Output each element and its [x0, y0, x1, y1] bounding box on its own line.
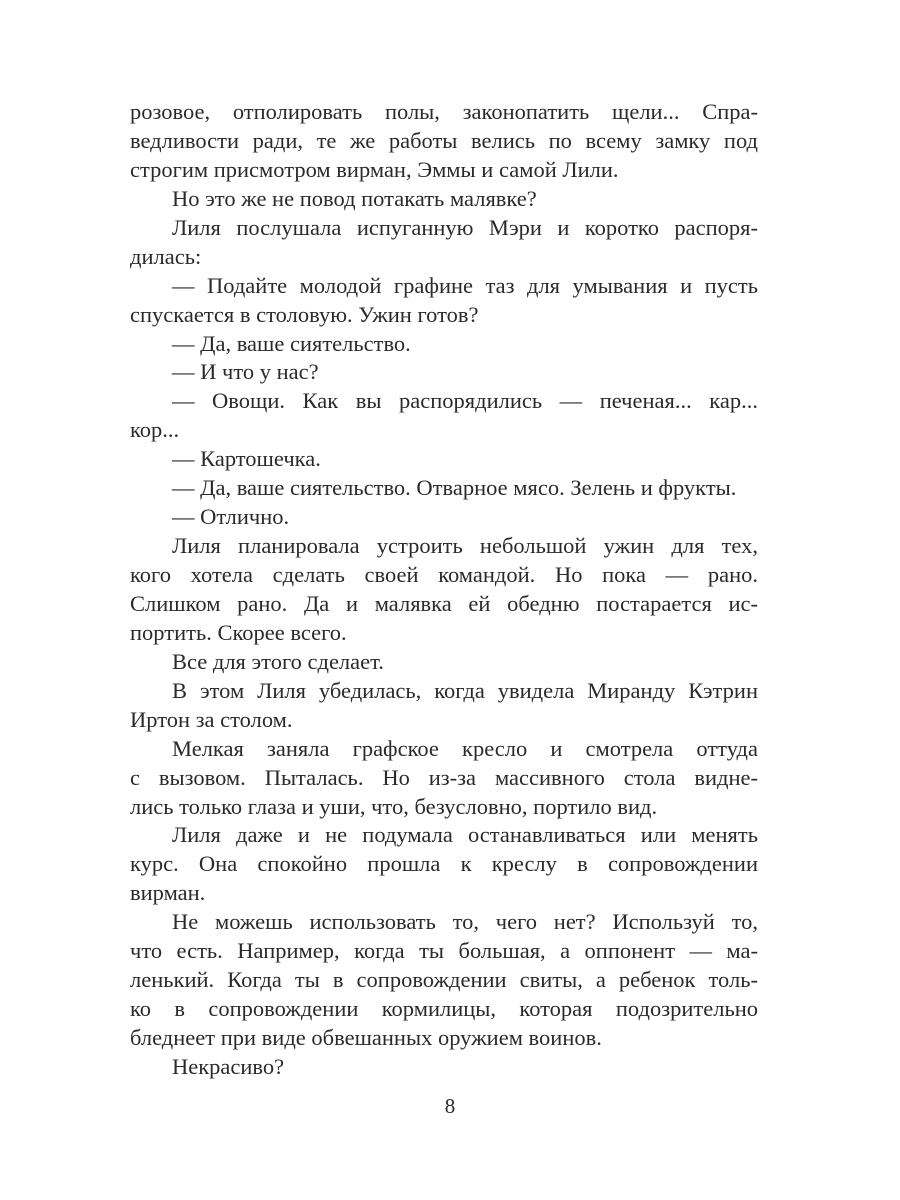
text-line: В этом Лиля убедилась, когда увидела Миранду Кэтрин	[172, 677, 758, 703]
text-line: ко в сопровождении кормилицы, которая подозрительно	[130, 996, 758, 1022]
text-line: Лиля планировала устроить небольшой ужин для тех,	[172, 533, 758, 559]
text-line: Некрасиво?	[172, 1053, 285, 1079]
text-line: курс. Она спокойно прошла к креслу в сопровождении	[130, 851, 758, 877]
text-line: кор...	[130, 417, 180, 443]
text-line: ленький. Когда ты в сопровождении свиты, а ребенок толь-	[130, 967, 758, 993]
text-line: Все для этого сделает.	[172, 648, 384, 674]
text-line: — Овощи. Как вы распорядились — печеная... кар...	[172, 388, 758, 414]
text-line: спускается в столовую. Ужин готов?	[130, 301, 479, 327]
text-line: — И что у нас?	[172, 359, 319, 385]
text-line: Мелкая заняла графское кресло и смотрела оттуда	[172, 735, 758, 761]
text-line: — Картошечка.	[172, 446, 321, 472]
page-body-text	[130, 98, 758, 1082]
page-number: 8	[444, 1094, 456, 1118]
text-line: ведливости ради, те же работы велись по всему замку под	[130, 127, 758, 153]
text-line: вирман.	[130, 880, 206, 906]
text-line: лись только глаза и уши, что, безусловно, портило вид.	[130, 793, 658, 819]
text-line: — Да, ваше сиятельство. Отварное мясо. Зелень и фрукты.	[172, 475, 737, 501]
text-line: строгим присмотром вирман, Эммы и самой Лили.	[130, 156, 619, 182]
text-line: дилась:	[130, 243, 202, 269]
text-line: — Подайте молодой графине таз для умывания и пусть	[172, 272, 758, 298]
text-line: бледнеет при виде обвешанных оружием воинов.	[130, 1025, 602, 1050]
text-line: Но это же не повод потакать малявке?	[172, 185, 537, 211]
text-line: — Да, ваше сиятельство.	[172, 330, 411, 356]
text-line: Лиля послушала испуганную Мэри и коротко распоря-	[172, 214, 758, 240]
text-line: Не можешь использовать то, чего нет? Используй то,	[172, 909, 758, 935]
text-line: портить. Скорее всего.	[130, 619, 347, 645]
text-line: Иртон за столом.	[130, 706, 293, 732]
text-line: что есть. Например, когда ты большая, а оппонент — ма-	[130, 938, 758, 964]
text-line: розовое, отполировать полы, законопатить щели... Спра-	[130, 99, 758, 124]
text-line: с вызовом. Пыталась. Но из-за массивного стола видне-	[130, 764, 758, 790]
text-line: кого хотела сделать своей командой. Но пока — рано.	[130, 562, 758, 587]
text-line: Лиля даже и не подумала останавливаться или менять	[172, 822, 758, 848]
text-line: Слишком рано. Да и малявка ей обедню постарается ис-	[130, 590, 758, 616]
text-line: — Отлично.	[172, 504, 290, 530]
